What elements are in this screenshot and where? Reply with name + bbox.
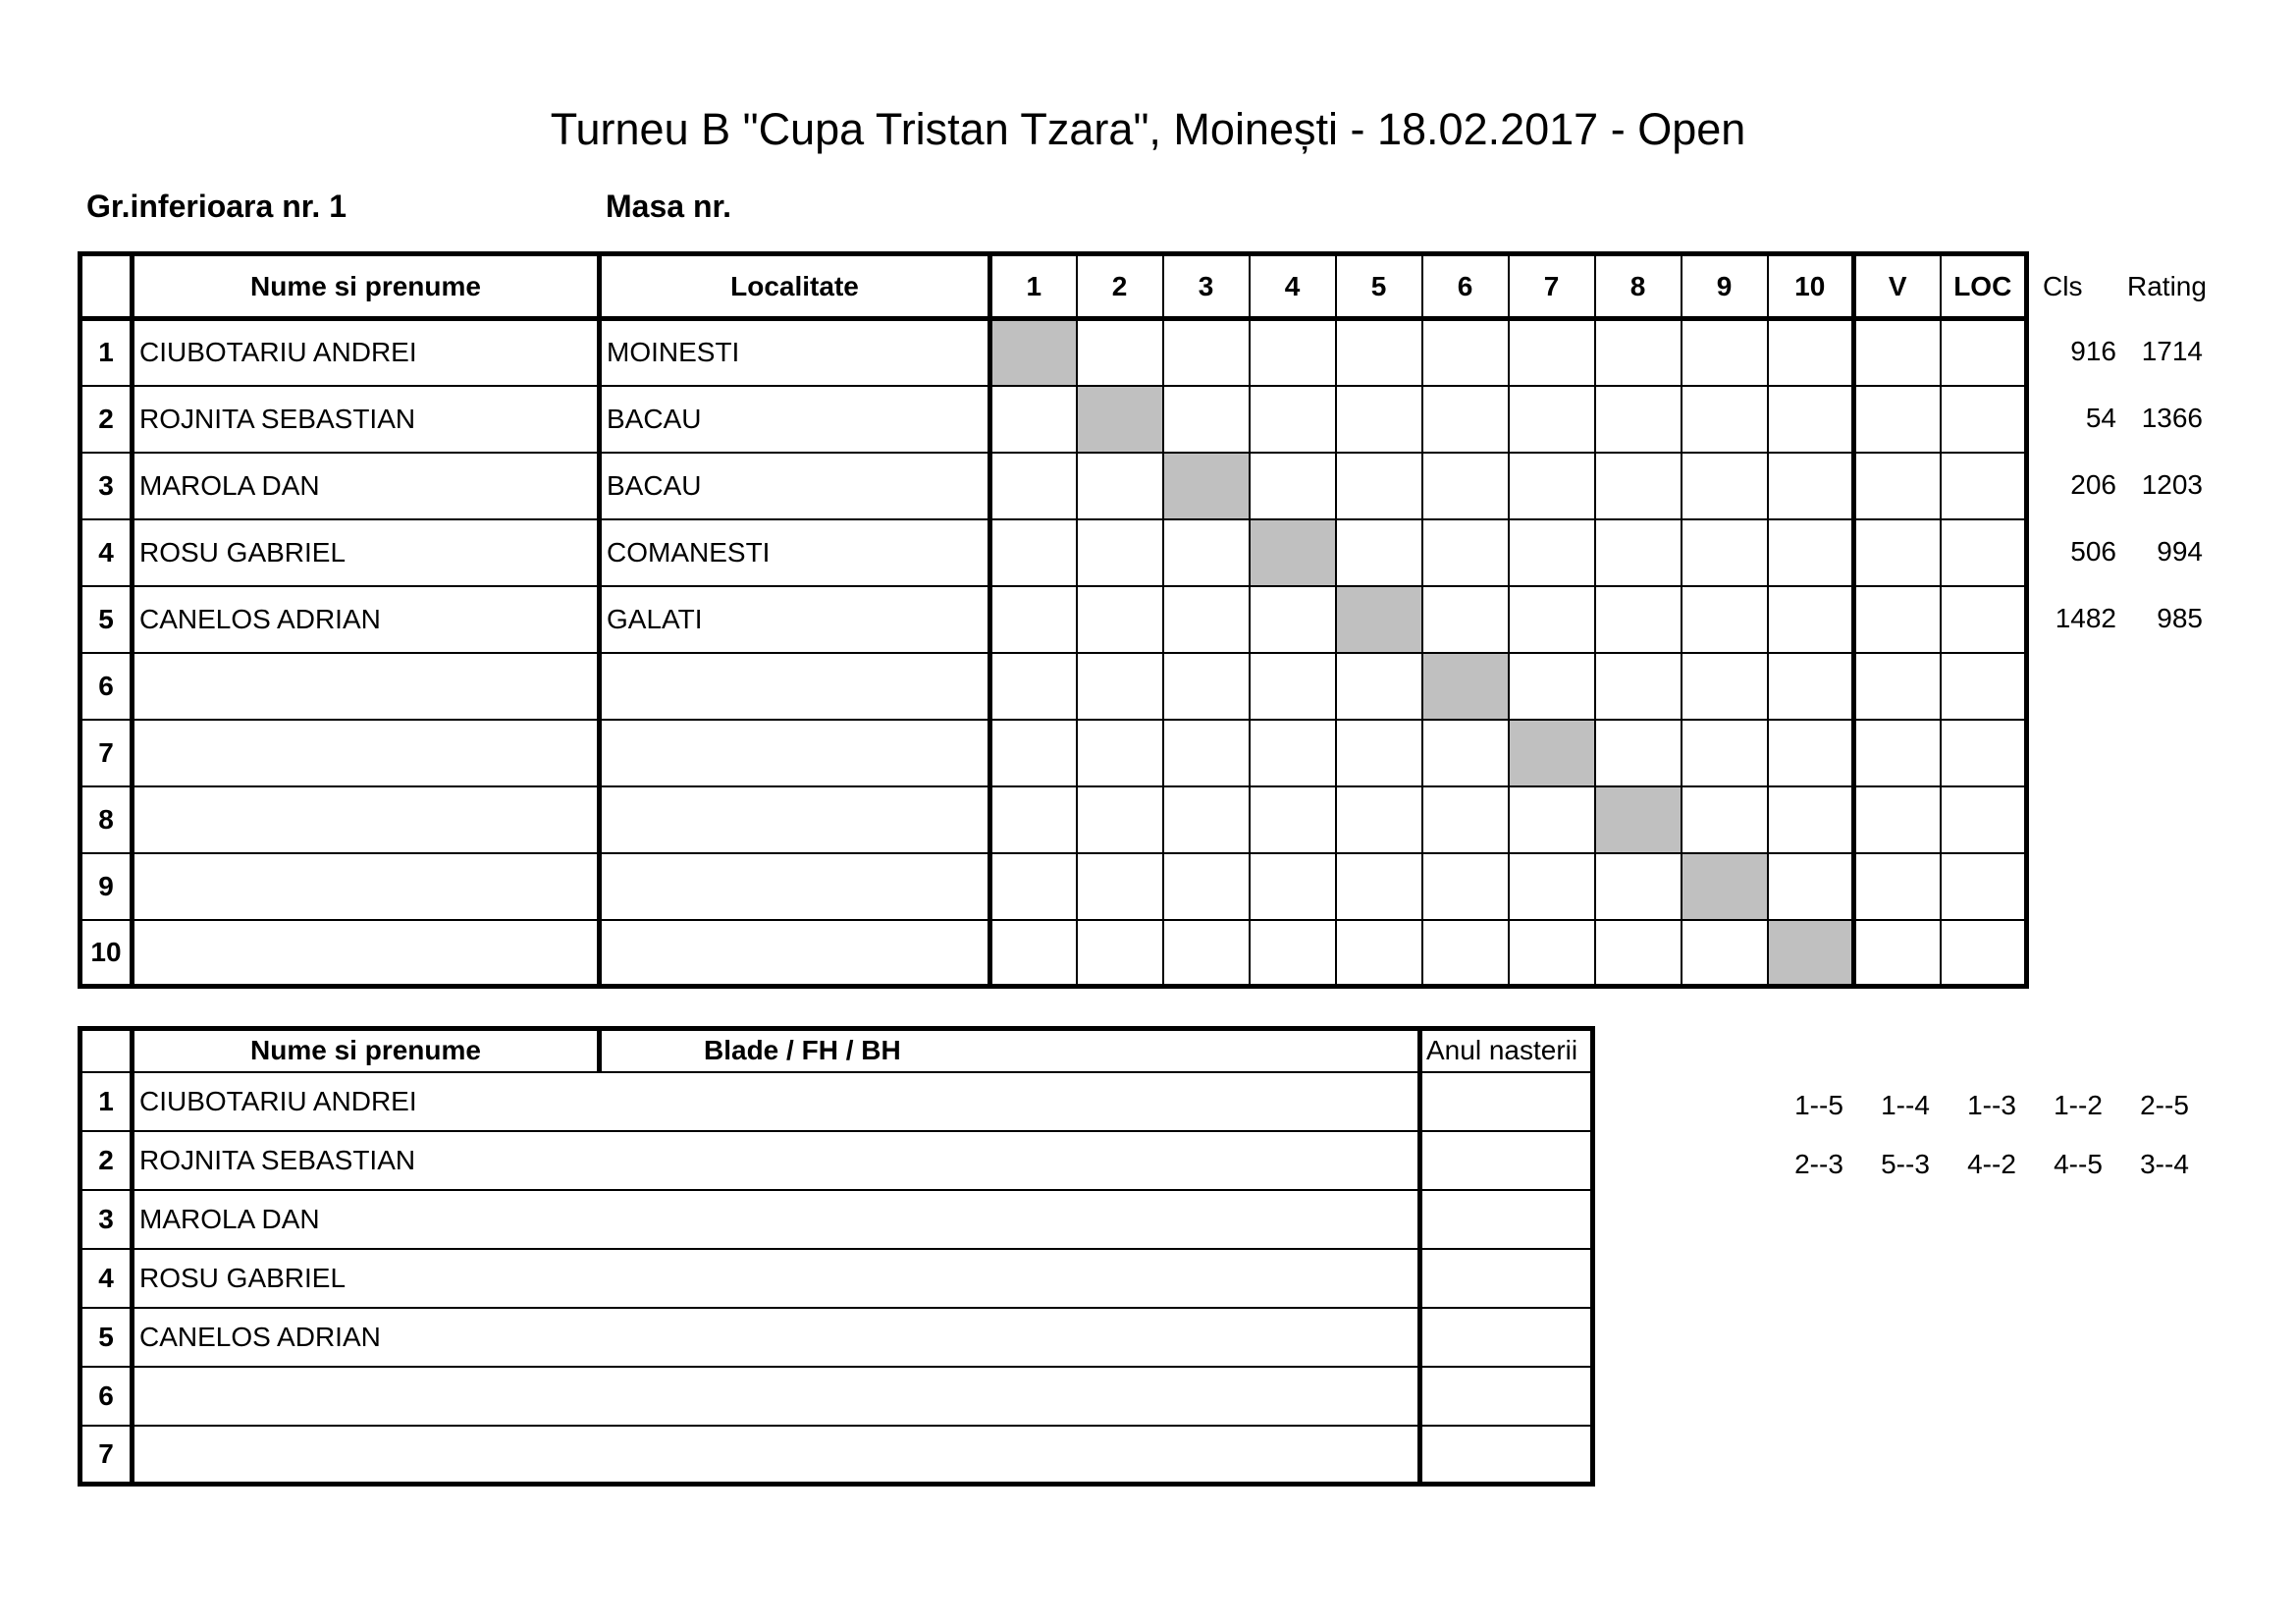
row-index: 9: [80, 853, 133, 920]
score-cell[interactable]: [1077, 720, 1163, 786]
score-cell[interactable]: [1163, 319, 1250, 386]
diagonal-cell: [1250, 519, 1336, 586]
score-cell[interactable]: [990, 386, 1077, 453]
row-index: 3: [80, 1190, 133, 1249]
row-index: 5: [80, 1308, 133, 1367]
diagonal-cell: [1509, 720, 1595, 786]
rating-header: Rating: [2127, 271, 2207, 301]
round-header: 3: [1163, 254, 1250, 319]
player-row: [80, 453, 2027, 519]
player-name: [133, 786, 600, 853]
score-cell[interactable]: [1336, 920, 1422, 987]
score-cell[interactable]: [1595, 519, 1682, 586]
score-cell[interactable]: [1682, 519, 1768, 586]
index-header: [80, 1029, 133, 1072]
score-cell[interactable]: [1768, 720, 1854, 786]
score-cell[interactable]: [1250, 653, 1336, 720]
diagonal-cell: [1422, 653, 1509, 720]
row-index: 6: [80, 1367, 133, 1426]
round-header: 5: [1336, 254, 1422, 319]
cls-value: 916: [2070, 336, 2116, 366]
score-cell[interactable]: [1422, 720, 1509, 786]
rating-value: 994: [2157, 536, 2203, 567]
birth-year-cell[interactable]: [1420, 1308, 1593, 1367]
diagonal-cell: [1682, 853, 1768, 920]
score-cell[interactable]: [1077, 453, 1163, 519]
victories-cell[interactable]: [1854, 386, 1941, 453]
rating-value: 1203: [2141, 469, 2203, 500]
player-locality: BACAU: [600, 386, 990, 453]
score-cell[interactable]: [1250, 720, 1336, 786]
player-detail-row: [80, 1426, 1593, 1485]
diagonal-cell: [1336, 586, 1422, 653]
player-locality: [600, 653, 990, 720]
player-locality: [600, 720, 990, 786]
score-cell[interactable]: [1595, 853, 1682, 920]
score-cell[interactable]: [1250, 453, 1336, 519]
row-index: 3: [80, 453, 133, 519]
score-cell[interactable]: [1509, 586, 1595, 653]
score-cell[interactable]: [1336, 786, 1422, 853]
row-index: 6: [80, 653, 133, 720]
score-cell[interactable]: [1768, 586, 1854, 653]
score-cell[interactable]: [1250, 586, 1336, 653]
score-cell[interactable]: [1336, 453, 1422, 519]
score-cell[interactable]: [1509, 386, 1595, 453]
score-cell[interactable]: [1768, 386, 1854, 453]
row-index: 4: [80, 1249, 133, 1308]
score-cell[interactable]: [1682, 453, 1768, 519]
score-cell[interactable]: [1336, 519, 1422, 586]
details-header-row: [80, 1029, 1593, 1072]
player-name: CIUBOTARIU ANDREI: [133, 319, 600, 386]
score-cell[interactable]: [1422, 586, 1509, 653]
score-cell[interactable]: [1682, 319, 1768, 386]
pairing-item: 1--5: [1794, 1090, 1843, 1120]
diagonal-cell: [1077, 386, 1163, 453]
round-header: 9: [1682, 254, 1768, 319]
row-index: 4: [80, 519, 133, 586]
score-cell[interactable]: [990, 586, 1077, 653]
pairing-item: 5--3: [1881, 1149, 1930, 1179]
player-name: ROSU GABRIEL: [133, 519, 600, 586]
score-cell[interactable]: [1768, 519, 1854, 586]
place-cell[interactable]: [1941, 853, 2027, 920]
player-row: [80, 853, 2027, 920]
score-cell[interactable]: [1768, 453, 1854, 519]
place-cell[interactable]: [1941, 720, 2027, 786]
results-table: [78, 251, 2029, 989]
player-details-table: [78, 1026, 1595, 1487]
table-number-label: Masa nr.: [606, 189, 732, 224]
score-cell[interactable]: [1509, 920, 1595, 987]
player-locality: GALATI: [600, 586, 990, 653]
score-cell[interactable]: [1163, 653, 1250, 720]
player-locality: COMANESTI: [600, 519, 990, 586]
player-locality: MOINESTI: [600, 319, 990, 386]
pairing-item: 1--3: [1967, 1090, 2016, 1120]
score-cell[interactable]: [1336, 653, 1422, 720]
score-cell[interactable]: [1077, 653, 1163, 720]
pairing-item: 2--3: [1794, 1149, 1843, 1179]
pairing-item: 1--2: [2054, 1090, 2103, 1120]
score-cell[interactable]: [1595, 453, 1682, 519]
row-index: 7: [80, 720, 133, 786]
name-header: Nume si prenume: [133, 254, 600, 319]
birth-year-cell[interactable]: [1420, 1190, 1593, 1249]
rating-value: 1714: [2141, 336, 2203, 366]
score-cell[interactable]: [1422, 786, 1509, 853]
round-header: 2: [1077, 254, 1163, 319]
player-name: [133, 653, 600, 720]
score-cell[interactable]: [990, 853, 1077, 920]
score-cell[interactable]: [1163, 386, 1250, 453]
player-row: [80, 386, 2027, 453]
score-cell[interactable]: [1682, 586, 1768, 653]
birth-year-cell[interactable]: [1420, 1249, 1593, 1308]
row-index: 10: [80, 920, 133, 987]
pairing-item: 1--4: [1881, 1090, 1930, 1120]
player-locality: [600, 853, 990, 920]
player-name: [133, 1367, 1420, 1426]
index-header: [80, 254, 133, 319]
score-cell[interactable]: [1682, 720, 1768, 786]
player-row: [80, 920, 2027, 987]
score-cell[interactable]: [990, 920, 1077, 987]
score-cell[interactable]: [1163, 720, 1250, 786]
player-locality: [600, 920, 990, 987]
player-name: CANELOS ADRIAN: [133, 1308, 1420, 1367]
score-cell[interactable]: [1595, 586, 1682, 653]
pairing-item: 2--5: [2140, 1090, 2189, 1120]
score-cell[interactable]: [1595, 720, 1682, 786]
cls-value: 54: [2085, 403, 2116, 433]
birth-year-cell[interactable]: [1420, 1367, 1593, 1426]
score-cell[interactable]: [990, 519, 1077, 586]
results-header-row: [80, 254, 2027, 319]
victories-cell[interactable]: [1854, 519, 1941, 586]
score-cell[interactable]: [1682, 786, 1768, 853]
player-row: [80, 653, 2027, 720]
score-cell[interactable]: [1422, 920, 1509, 987]
page-title: Turneu B "Cupa Tristan Tzara", Moinești - 18.02.2017 - Open: [550, 104, 1746, 154]
score-cell[interactable]: [1768, 653, 1854, 720]
player-detail-row: [80, 1190, 1593, 1249]
score-cell[interactable]: [1595, 386, 1682, 453]
birth-year-cell[interactable]: [1420, 1426, 1593, 1485]
cls-value: 506: [2070, 536, 2116, 567]
player-row: [80, 319, 2027, 386]
cls-value: 206: [2070, 469, 2116, 500]
score-cell[interactable]: [1509, 453, 1595, 519]
score-cell[interactable]: [1682, 386, 1768, 453]
score-cell[interactable]: [1422, 319, 1509, 386]
player-detail-row: [80, 1249, 1593, 1308]
round-header: 4: [1250, 254, 1336, 319]
score-cell[interactable]: [1682, 653, 1768, 720]
row-index: 2: [80, 1131, 133, 1190]
birth-year-cell[interactable]: [1420, 1131, 1593, 1190]
player-detail-row: [80, 1131, 1593, 1190]
diagonal-cell: [1595, 786, 1682, 853]
score-cell[interactable]: [1077, 920, 1163, 987]
player-name: [133, 720, 600, 786]
score-cell[interactable]: [1336, 720, 1422, 786]
player-name: CANELOS ADRIAN: [133, 586, 600, 653]
player-detail-row: [80, 1367, 1593, 1426]
score-cell[interactable]: [1163, 519, 1250, 586]
pairing-item: 4--5: [2054, 1149, 2103, 1179]
player-row: [80, 720, 2027, 786]
player-name: [133, 920, 600, 987]
player-row: [80, 786, 2027, 853]
round-header: 10: [1768, 254, 1854, 319]
row-index: 5: [80, 586, 133, 653]
score-cell[interactable]: [1077, 786, 1163, 853]
row-index: 8: [80, 786, 133, 853]
score-cell[interactable]: [1422, 519, 1509, 586]
score-cell[interactable]: [1077, 319, 1163, 386]
diagonal-cell: [1768, 920, 1854, 987]
row-index: 2: [80, 386, 133, 453]
birth-year-header: Anul nasterii: [1420, 1029, 1593, 1072]
name-header: Nume si prenume: [133, 1029, 600, 1072]
row-index: 1: [80, 1072, 133, 1131]
cls-header: Cls: [2043, 271, 2083, 301]
score-cell[interactable]: [1163, 920, 1250, 987]
score-cell[interactable]: [1250, 853, 1336, 920]
player-row: [80, 519, 2027, 586]
score-cell[interactable]: [1422, 386, 1509, 453]
birth-year-cell[interactable]: [1420, 1072, 1593, 1131]
player-name: MAROLA DAN: [133, 1190, 1420, 1249]
score-cell[interactable]: [1250, 786, 1336, 853]
score-cell[interactable]: [1595, 920, 1682, 987]
score-cell[interactable]: [1768, 786, 1854, 853]
pairing-item: 3--4: [2140, 1149, 2189, 1179]
place-header: LOC: [1941, 254, 2027, 319]
score-cell[interactable]: [1163, 786, 1250, 853]
score-cell[interactable]: [1250, 319, 1336, 386]
score-cell[interactable]: [1595, 319, 1682, 386]
player-name: [133, 853, 600, 920]
victories-cell[interactable]: [1854, 853, 1941, 920]
row-index: 1: [80, 319, 133, 386]
player-locality: [600, 786, 990, 853]
cls-value: 1482: [2055, 603, 2116, 633]
score-cell[interactable]: [1768, 853, 1854, 920]
victories-cell[interactable]: [1854, 720, 1941, 786]
score-cell[interactable]: [1509, 786, 1595, 853]
round-header: 7: [1509, 254, 1595, 319]
player-name: ROSU GABRIEL: [133, 1249, 1420, 1308]
score-cell[interactable]: [1336, 319, 1422, 386]
score-cell[interactable]: [1768, 319, 1854, 386]
score-cell[interactable]: [1509, 653, 1595, 720]
score-cell[interactable]: [1509, 319, 1595, 386]
score-cell[interactable]: [1509, 853, 1595, 920]
score-cell[interactable]: [990, 453, 1077, 519]
victories-cell[interactable]: [1854, 586, 1941, 653]
score-cell[interactable]: [1250, 386, 1336, 453]
player-row: [80, 586, 2027, 653]
place-cell[interactable]: [1941, 920, 2027, 987]
diagonal-cell: [1163, 453, 1250, 519]
rating-value: 1366: [2141, 403, 2203, 433]
round-header: 8: [1595, 254, 1682, 319]
place-cell[interactable]: [1941, 786, 2027, 853]
score-cell[interactable]: [990, 653, 1077, 720]
player-detail-row: [80, 1072, 1593, 1131]
player-name: ROJNITA SEBASTIAN: [133, 1131, 1420, 1190]
score-cell[interactable]: [1163, 586, 1250, 653]
score-cell[interactable]: [1077, 519, 1163, 586]
player-name: ROJNITA SEBASTIAN: [133, 386, 600, 453]
player-name: MAROLA DAN: [133, 453, 600, 519]
score-cell[interactable]: [1595, 653, 1682, 720]
score-cell[interactable]: [1163, 853, 1250, 920]
score-cell[interactable]: [990, 786, 1077, 853]
victories-cell[interactable]: [1854, 920, 1941, 987]
score-cell[interactable]: [1077, 853, 1163, 920]
score-cell[interactable]: [1682, 920, 1768, 987]
rating-value: 985: [2157, 603, 2203, 633]
victories-cell[interactable]: [1854, 319, 1941, 386]
group-label: Gr.inferioara nr. 1: [86, 189, 347, 224]
player-detail-row: [80, 1308, 1593, 1367]
pairing-item: 4--2: [1967, 1149, 2016, 1179]
victories-cell[interactable]: [1854, 653, 1941, 720]
score-cell[interactable]: [1422, 453, 1509, 519]
score-cell[interactable]: [990, 720, 1077, 786]
round-header: 1: [990, 254, 1077, 319]
place-cell[interactable]: [1941, 653, 2027, 720]
victories-header: V: [1854, 254, 1941, 319]
diagonal-cell: [990, 319, 1077, 386]
player-locality: BACAU: [600, 453, 990, 519]
score-cell[interactable]: [1336, 386, 1422, 453]
score-cell[interactable]: [1509, 519, 1595, 586]
row-index: 7: [80, 1426, 133, 1485]
equipment-header: Blade / FH / BH: [600, 1029, 1420, 1072]
score-cell[interactable]: [1077, 586, 1163, 653]
round-header: 6: [1422, 254, 1509, 319]
score-cell[interactable]: [1336, 853, 1422, 920]
victories-cell[interactable]: [1854, 786, 1941, 853]
victories-cell[interactable]: [1854, 453, 1941, 519]
score-cell[interactable]: [1422, 853, 1509, 920]
score-cell[interactable]: [1250, 920, 1336, 987]
player-name: CIUBOTARIU ANDREI: [133, 1072, 1420, 1131]
player-name: [133, 1426, 1420, 1485]
locality-header: Localitate: [600, 254, 990, 319]
